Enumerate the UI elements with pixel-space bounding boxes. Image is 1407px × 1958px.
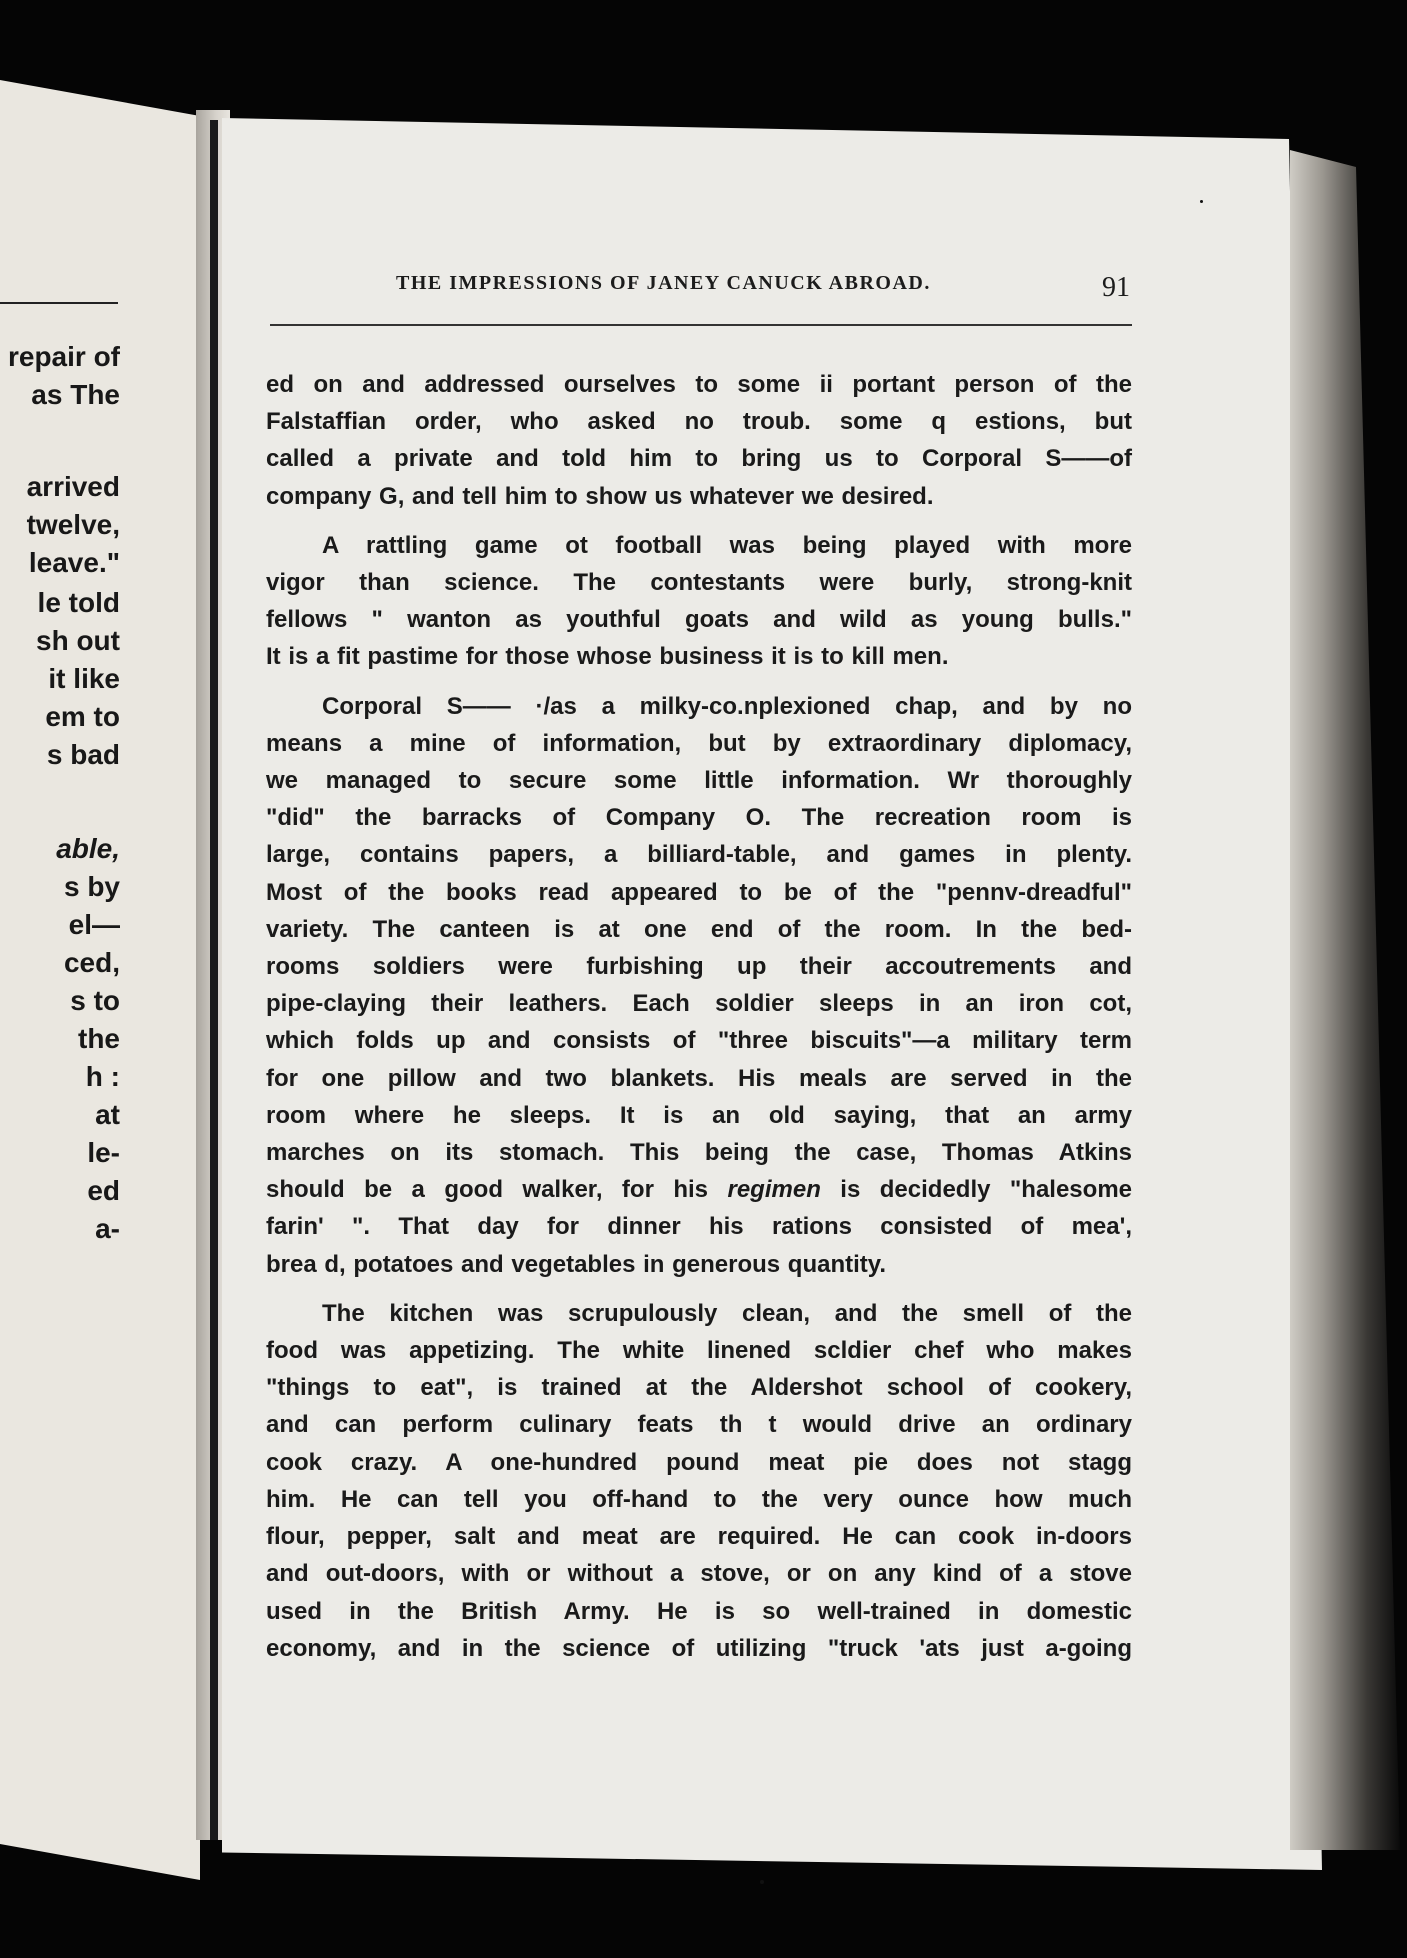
paragraph-1 [266, 366, 1132, 515]
facing-page-line: s to [70, 985, 120, 1016]
facing-page-line: s by [63, 871, 120, 902]
text-line: farin' ". That day for dinner his rations consisted of mea', [266, 1213, 1132, 1241]
text-line-with-italic [266, 1171, 1132, 1208]
text-line: which folds up and consists of "three biscuits"—a military term [266, 1027, 1132, 1055]
text-line: economy, and in the science of utilizing "truck 'ats just a-going [266, 1634, 1132, 1662]
text-line: "did" the barracks of Company O. The recreation room is [266, 804, 1132, 832]
facing-page-line: le told [37, 587, 120, 618]
text-line: rooms soldiers were furbishing up their accoutrements and [266, 953, 1132, 981]
text-line: called a private and told him to bring us to Corporal S——of [266, 445, 1132, 473]
text-line: brea d, potatoes and vegetables in generous quantity. [266, 1250, 887, 1278]
facing-page-line: a- [95, 1213, 120, 1244]
facing-page-header-rule [0, 302, 118, 304]
text-line: cook crazy. A one-hundred pound meat pie does not stagg [266, 1448, 1132, 1476]
text-line: A rattling game ot football was being played with more [322, 531, 1132, 559]
text-line: him. He can tell you off-hand to the very ounce how much [266, 1485, 1132, 1513]
text-line: "things to eat", is trained at the Aldershot school of cookery, [266, 1374, 1132, 1402]
text-line: fellows " wanton as youthful goats and wild as young bulls." [266, 606, 1132, 634]
facing-page-line: twelve, [26, 509, 120, 540]
text-line: food was appetizing. The white linened scldier chef who makes [266, 1337, 1132, 1365]
facing-page-line: el— [68, 909, 120, 940]
scan-speck [760, 1880, 764, 1884]
text-line: and out-doors, with or without a stove, or on any kind of a stove [266, 1560, 1132, 1588]
paragraph-2 [266, 527, 1132, 676]
facing-page-line: it like [48, 663, 120, 694]
text-segment: should be a good walker, for his [266, 1176, 709, 1204]
text-line: we managed to secure some little information. Wr thoroughly [266, 767, 1132, 795]
text-line: used in the British Army. He is so well-trained in domestic [266, 1597, 1132, 1625]
facing-page-line: ed [87, 1175, 120, 1206]
text-line: flour, pepper, salt and meat are required. He can cook in-doors [266, 1523, 1132, 1551]
facing-page-line: sh out [36, 625, 120, 656]
facing-page-line: le- [87, 1137, 120, 1168]
text-line: large, contains papers, a billiard-table, and games in plenty. [266, 841, 1132, 869]
scan-speck [1200, 200, 1203, 203]
text-line: vigor than science. The contestants were burly, strong-knit [266, 569, 1132, 597]
facing-page-line: leave." [28, 547, 120, 578]
facing-page-line: em to [45, 701, 120, 732]
text-segment: is decidedly "halesome [820, 1176, 1133, 1204]
text-line: It is a fit pastime for those whose business it is to kill men. [266, 643, 949, 671]
text-line: pipe-claying their leathers. Each soldier sleeps in an iron cot, [266, 990, 1132, 1018]
text-line: Most of the books read appeared to be of the "pennv-dreadful" [266, 878, 1132, 906]
page-number: 91 [1102, 272, 1130, 303]
paragraph-4 [266, 1295, 1132, 1667]
running-head: THE IMPRESSIONS OF JANEY CANUCK ABROAD. [396, 272, 931, 294]
facing-page-line: s bad [46, 739, 120, 770]
text-line: marches on its stomach. This being the case, Thomas Atkins [266, 1139, 1132, 1167]
text-line: Corporal S—— ·/as a milky-co.nplexioned chap, and by no [322, 692, 1132, 720]
gutter-shadow [210, 120, 218, 1840]
facing-page-line: at [95, 1099, 120, 1130]
header-rule [270, 324, 1132, 326]
text-line: and can perform culinary feats th t would drive an ordinary [266, 1411, 1132, 1439]
facing-page-line: the [78, 1023, 120, 1054]
facing-page-line: able, [56, 833, 120, 864]
text-line: The kitchen was scrupulously clean, and the smell of the [322, 1299, 1132, 1327]
page-edge [1290, 150, 1400, 1850]
text-line: Falstaffian order, who asked no troub. some q estions, but [266, 408, 1132, 436]
facing-page-line: as The [31, 379, 120, 410]
text-line: room where he sleeps. It is an old saying, that an army [266, 1101, 1132, 1129]
text-line: company G, and tell him to show us whatever we desired. [266, 482, 934, 510]
text-line: means a mine of information, but by extraordinary diplomacy, [266, 729, 1132, 757]
text-line: for one pillow and two blankets. His meals are served in the [266, 1064, 1132, 1092]
facing-page-line: ced, [63, 947, 120, 978]
text-line: variety. The canteen is at one end of the room. In the bed- [266, 915, 1132, 943]
facing-page-line: repair of [7, 341, 120, 372]
text-line: ed on and addressed ourselves to some ii portant person of the [266, 371, 1132, 398]
body-text [266, 366, 1132, 1679]
italic-word: regimen [727, 1176, 821, 1204]
facing-page-line: h : [85, 1061, 120, 1092]
paragraph-3 [266, 688, 1132, 1283]
facing-page-line: arrived [26, 471, 120, 502]
